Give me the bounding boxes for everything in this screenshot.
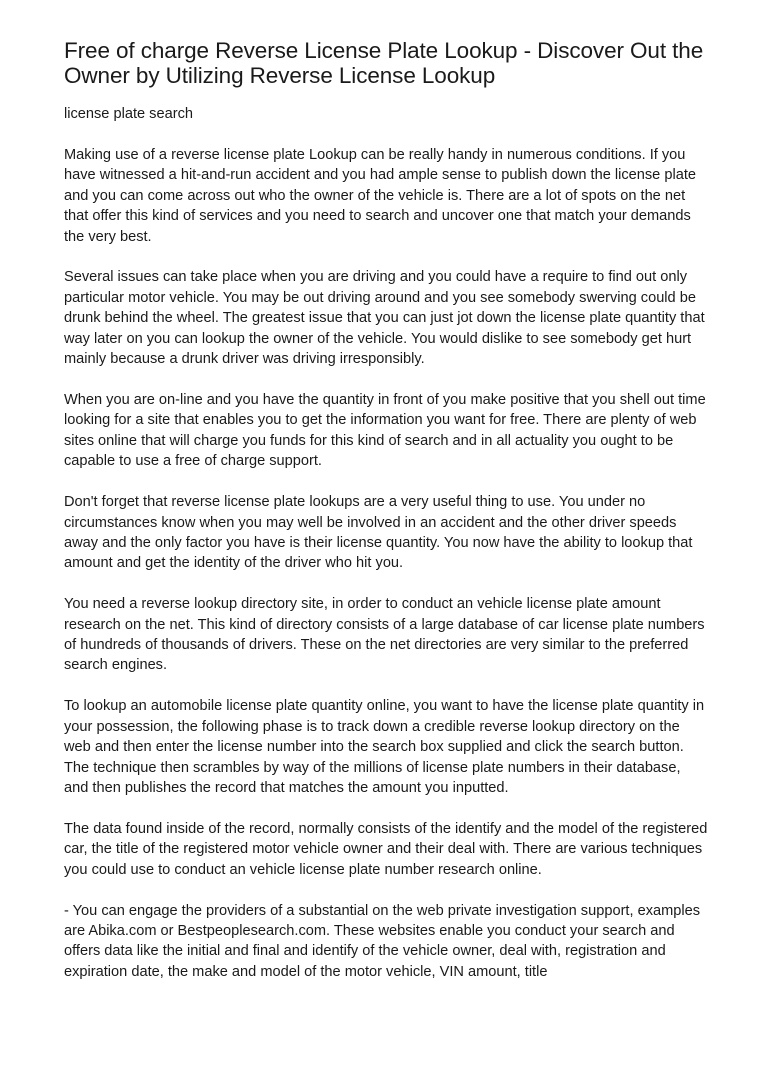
document-page xyxy=(64,38,708,1003)
paragraph-1: Making use of a reverse license plate Lookup can be really handy in numerous conditions. If you have witnessed a hit-and-run accident and you had ample sense to publish down the license plate and you can come across out who the owner of the vehicle is. There are a lot of spots on the net that offer this kind of services and you need to search and uncover one that match your demands the very best. xyxy=(64,146,696,245)
paragraph-8: - You can engage the providers of a substantial on the web private investigation support, examples are Abika.com or Bestpeoplesearch.com. These websites enable you conduct your search and offers data like the initial and final and identify of the vehicle owner, deal with, registration and expiration date, the make and model of the motor vehicle, VIN amount, title xyxy=(64,902,701,980)
paragraph-5: You need a reverse lookup directory site, in order to conduct an vehicle license plate amount research on the net. This kind of directory consists of a large database of car license plate numbers of hundreds of thousands of drivers. These on the net directories are very similar to the preferred search engines. xyxy=(64,596,705,674)
paragraph-7: The data found inside of the record, normally consists of the identify and the model of the registered car, the title of the registered motor vehicle owner and their deal with. There are various techniques you could use to conduct an vehicle license plate number research online. xyxy=(64,820,708,878)
paragraph-2: Several issues can take place when you are driving and you could have a require to find out only particular motor vehicle. You may be out driving around and you see somebody swerving could be drunk behind the wheel. The greatest issue that you can just jot down the license plate quantity that way later on you can lookup the owner of the vehicle. You would dislike to see somebody get hurt mainly because a drunk driver was driving irresponsibly. xyxy=(64,269,705,368)
paragraph-4: Don't forget that reverse license plate lookups are a very useful thing to use. You under no circumstances know when you may well be involved in an accident and the other driver speeds away and the only factor you have is their license quantity. You now have the ability to lookup that amount and get the identity of the driver who hit you. xyxy=(64,494,693,572)
document-title: Free of charge Reverse License Plate Lookup - Discover Out the Owner by Utilizing Reverse License Lookup xyxy=(64,38,704,88)
paragraph-3: When you are on-line and you have the quantity in front of you make positive that you shell out time looking for a site that enables you to get the information you want for free. There are plenty of web sites online that will charge you funds for this kind of search and in all actuality you ought to be capable to use a free of charge support. xyxy=(64,391,706,470)
paragraph-6: To lookup an automobile license plate quantity online, you want to have the license plate quantity in your possession, the following phase is to track down a credible reverse lookup directory on the web and then enter the license number into the search box supplied and click the search button. The technique then scrambles by way of the millions of license plate numbers in their database, and then publishes the record that matches the amount you inputted. xyxy=(64,698,705,796)
document-subtitle: license plate search xyxy=(64,106,193,122)
